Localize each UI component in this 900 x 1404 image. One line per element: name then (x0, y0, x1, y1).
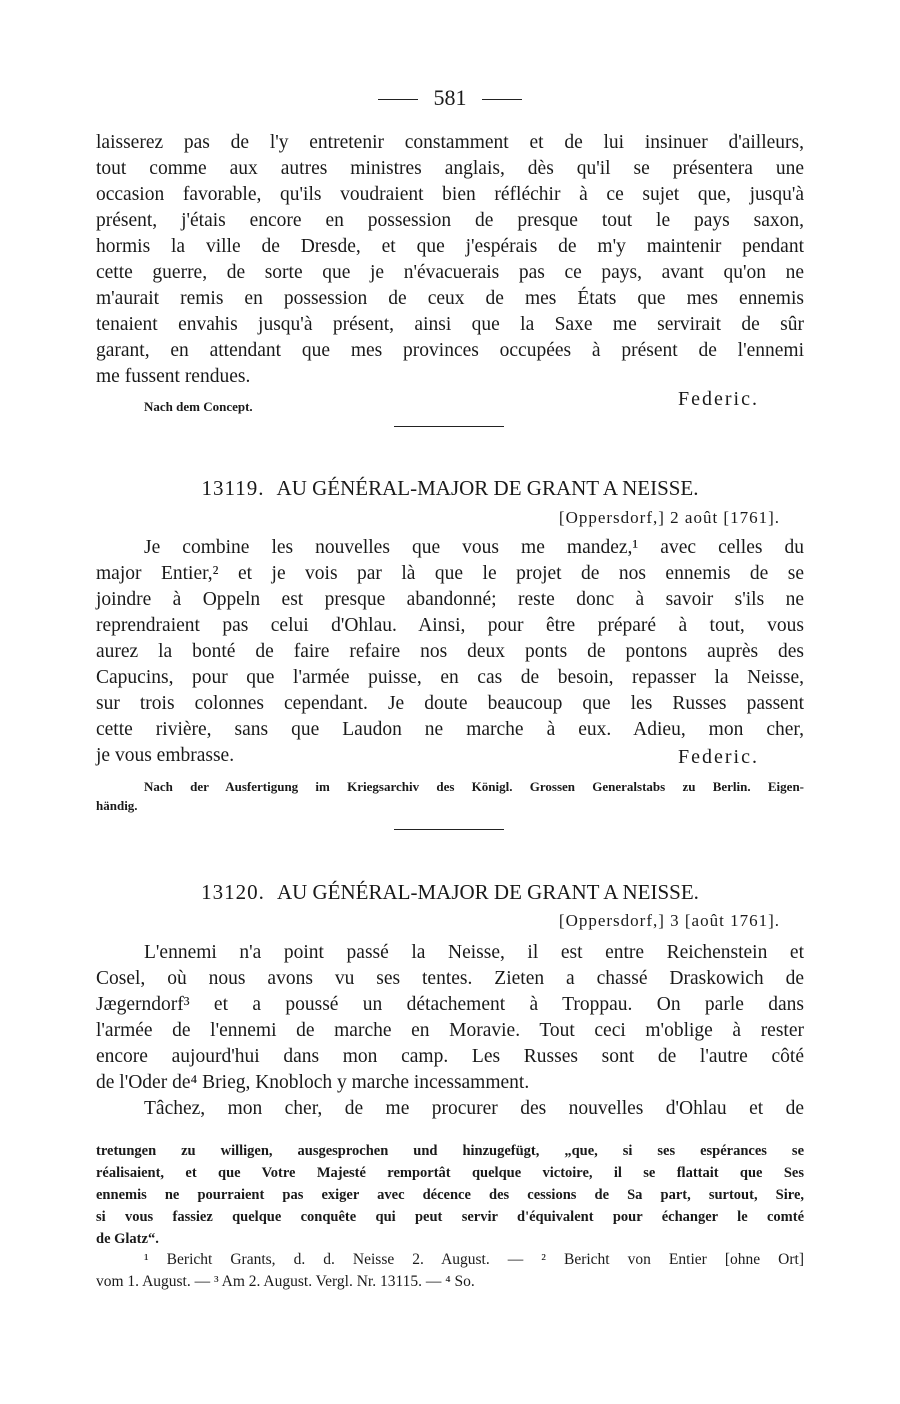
footnotes (96, 1249, 804, 1293)
letter-title: AU GÉNÉRAL-MAJOR DE GRANT A NEISSE. (276, 880, 699, 904)
text-line: laisserez pas de l'y entretenir constamment et de lui insinuer d'ailleurs, (96, 132, 804, 153)
letter-heading (96, 474, 804, 502)
letter-heading (96, 878, 804, 906)
letter-dateline: [Oppersdorf,] 3 [août 1761]. (558, 911, 780, 930)
footnote-line: tretungen zu willigen, ausgesprochen und hinzugefügt, „que, si ses espérances se (96, 1143, 804, 1159)
source-line: Nach der Ausfertigung im Kriegsarchiv des Königl. Grossen Generalstabs zu Berlin. Eigen- (144, 779, 804, 794)
text-line: l'armée de l'ennemi de marche en Moravie. Tout ceci m'oblige à rester (96, 1020, 804, 1041)
text-line: me fussent rendues. (96, 366, 251, 387)
text-line: Je combine les nouvelles que vous me mandez,¹ avec celles du (144, 537, 804, 558)
source-line: händig. (96, 798, 138, 813)
text-line: cette rivière, sans que Laudon ne marche à eux. Adieu, mon cher, (96, 719, 804, 740)
text-line: joindre à Oppeln est presque abandonné; reste donc à savoir s'ils ne (96, 589, 804, 610)
text-line: aurez la bonté de faire refaire nos deux ponts de pontons auprès des (96, 641, 804, 662)
letter-prev-body (96, 130, 804, 390)
letter-dateline: [Oppersdorf,] 2 août [1761]. (558, 508, 780, 527)
text-line: reprendraient pas celui d'Ohlau. Ainsi, pour être préparé à tout, vous (96, 615, 804, 636)
footnote-line: ennemis ne pourraient pas exiger avec décence des cessions de Sa part, surtout, Sire, (96, 1187, 804, 1203)
text-line: cette guerre, de sorte que je n'évacuerais pas ce pays, avant qu'on ne (96, 262, 804, 283)
text-line: Tâchez, mon cher, de me procurer des nouvelles d'Ohlau et de (144, 1098, 804, 1119)
section-divider (394, 829, 504, 830)
letter-number: 13120. (201, 880, 265, 904)
letter-number: 13119. (201, 476, 265, 500)
footnote-line: vom 1. August. — ³ Am 2. August. Vergl. Nr. 13115. — ⁴ So. (96, 1273, 475, 1290)
text-line: Jægerndorf³ et a poussé un détachement à Troppau. On parle dans (96, 994, 804, 1015)
text-line: hormis la ville de Dresde, et que j'espérais de m'y maintenir pendant (96, 236, 804, 257)
source-note: Nach dem Concept. (144, 399, 253, 414)
letter-body (96, 535, 804, 769)
text-line: occasion favorable, qu'ils voudraient bien réfléchir à ce sujet que, jusqu'à (96, 184, 804, 205)
header-dash-left (378, 99, 418, 100)
source-note (96, 777, 804, 815)
text-line: sur trois colonnes cependant. Je doute beaucoup que les Russes passent (96, 693, 804, 714)
signature: Federic. (678, 388, 759, 410)
text-line: m'aurait remis en possession de ceux de mes États que mes ennemis (96, 288, 804, 309)
letter-title: AU GÉNÉRAL-MAJOR DE GRANT A NEISSE. (276, 476, 699, 500)
text-line: major Entier,² et je vois par là que le projet de nos ennemis de se (96, 563, 804, 584)
text-line: Capucins, pour que l'armée puisse, en cas de besoin, repasser la Neisse, (96, 667, 804, 688)
letter-body (96, 940, 804, 1122)
signature: Federic. (678, 746, 759, 768)
text-line: de l'Oder de⁴ Brieg, Knobloch y marche incessamment. (96, 1072, 530, 1093)
section-divider (394, 426, 504, 427)
text-line: Cosel, où nous avons vu ses tentes. Zieten a chassé Draskowich de (96, 968, 804, 989)
text-line: garant, en attendant que mes provinces occupées à présent de l'ennemi (96, 340, 804, 361)
footnote-continuation (96, 1140, 804, 1250)
text-line: présent, j'étais encore en possession de presque tout le pays saxon, (96, 210, 804, 231)
footnote-line: si vous fassiez quelque conquête qui peut servir d'équivalent pour échanger le comté (96, 1209, 804, 1225)
text-line: je vous embrasse. (96, 745, 235, 766)
text-line: tout comme aux autres ministres anglais, dès qu'il se présentera une (96, 158, 804, 179)
footnote-line: réalisaient, et que Votre Majesté remportât quelque victoire, il se flattait que Ses (96, 1165, 804, 1181)
header-dash-right (482, 99, 522, 100)
text-line: tenaient envahis jusqu'à présent, ainsi que la Saxe me servirait de sûr (96, 314, 804, 335)
page-header (96, 84, 804, 112)
text-line: L'ennemi n'a point passé la Neisse, il est entre Reichenstein et (144, 942, 804, 963)
page-number: 581 (433, 85, 467, 110)
footnote-line: ¹ Bericht Grants, d. d. Neisse 2. August. — ² Bericht von Entier [ohne Ort] (144, 1251, 804, 1268)
text-line: encore aujourd'hui dans mon camp. Les Russes sont de l'autre côté (96, 1046, 804, 1067)
footnote-line: de Glatz“. (96, 1231, 159, 1247)
